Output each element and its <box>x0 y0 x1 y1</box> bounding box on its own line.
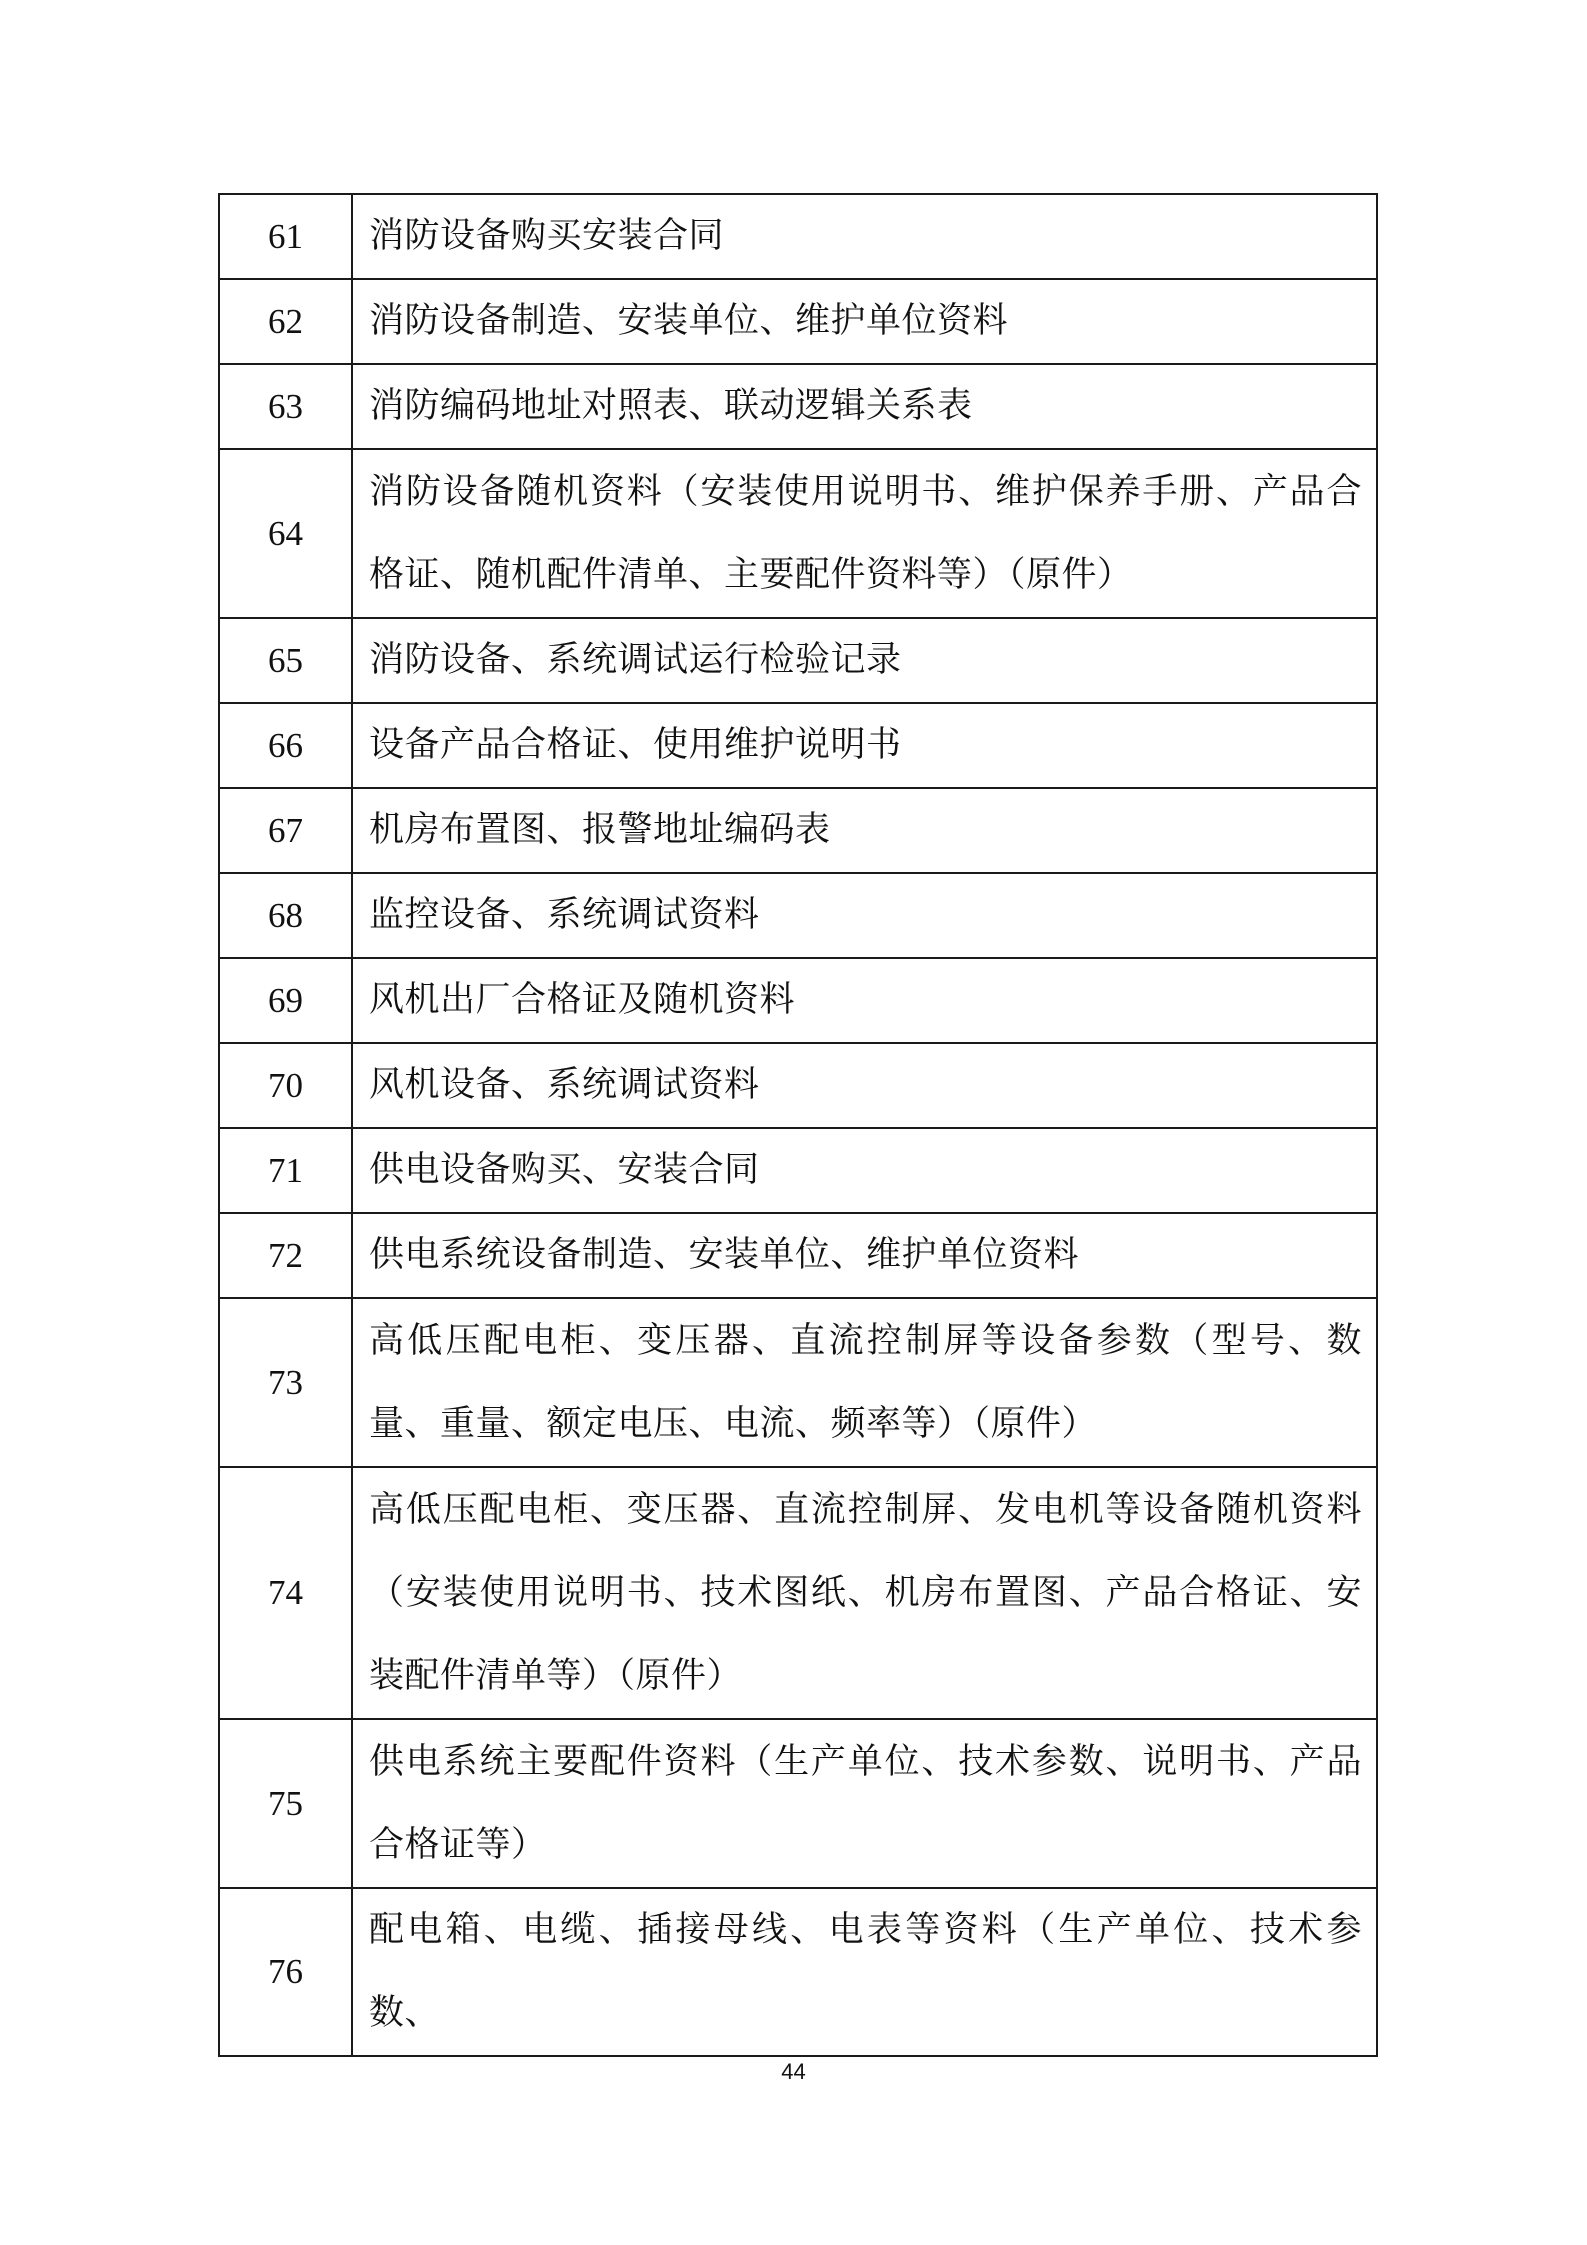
table-row <box>219 1467 1377 1719</box>
table-row <box>219 449 1377 618</box>
table-row <box>219 1719 1377 1888</box>
row-number: 69 <box>219 958 352 1043</box>
table-row <box>219 1888 1377 2056</box>
row-number: 71 <box>219 1128 352 1213</box>
row-number: 65 <box>219 618 352 703</box>
table-row <box>219 194 1377 279</box>
row-number: 66 <box>219 703 352 788</box>
row-item-text: 配电箱、电缆、插接母线、电表等资料（生产单位、技术参数、 <box>352 1888 1377 2056</box>
table-row <box>219 618 1377 703</box>
page-number: 44 <box>781 2059 806 2084</box>
row-number: 68 <box>219 873 352 958</box>
table-row <box>219 958 1377 1043</box>
row-item-text: 消防设备制造、安装单位、维护单位资料 <box>352 279 1377 364</box>
row-item-text: 供电系统主要配件资料（生产单位、技术参数、说明书、产品合格证等） <box>352 1719 1377 1888</box>
table-body <box>219 194 1377 2056</box>
row-number: 72 <box>219 1213 352 1298</box>
row-item-text: 供电设备购买、安装合同 <box>352 1128 1377 1213</box>
row-item-text: 风机设备、系统调试资料 <box>352 1043 1377 1128</box>
row-item-text: 监控设备、系统调试资料 <box>352 873 1377 958</box>
row-number: 73 <box>219 1298 352 1467</box>
row-item-text: 消防编码地址对照表、联动逻辑关系表 <box>352 364 1377 449</box>
table-row <box>219 1043 1377 1128</box>
row-item-text: 高低压配电柜、变压器、直流控制屏、发电机等设备随机资料（安装使用说明书、技术图纸、机房布置图、产品合格证、安装配件清单等）（原件） <box>352 1467 1377 1719</box>
table-row <box>219 1298 1377 1467</box>
table-row <box>219 279 1377 364</box>
row-number: 61 <box>219 194 352 279</box>
row-item-text: 高低压配电柜、变压器、直流控制屏等设备参数（型号、数量、重量、额定电压、电流、频率等）（原件） <box>352 1298 1377 1467</box>
table-row <box>219 1213 1377 1298</box>
row-item-text: 机房布置图、报警地址编码表 <box>352 788 1377 873</box>
table-row <box>219 788 1377 873</box>
row-number: 74 <box>219 1467 352 1719</box>
table-row <box>219 873 1377 958</box>
table-row <box>219 703 1377 788</box>
document-table <box>218 193 1378 2057</box>
row-number: 75 <box>219 1719 352 1888</box>
row-number: 76 <box>219 1888 352 2056</box>
table-row <box>219 1128 1377 1213</box>
row-item-text: 供电系统设备制造、安装单位、维护单位资料 <box>352 1213 1377 1298</box>
row-item-text: 设备产品合格证、使用维护说明书 <box>352 703 1377 788</box>
row-number: 62 <box>219 279 352 364</box>
table-row <box>219 364 1377 449</box>
row-item-text: 消防设备、系统调试运行检验记录 <box>352 618 1377 703</box>
row-number: 63 <box>219 364 352 449</box>
row-number: 64 <box>219 449 352 618</box>
row-item-text: 风机出厂合格证及随机资料 <box>352 958 1377 1043</box>
row-number: 70 <box>219 1043 352 1128</box>
row-item-text: 消防设备购买安装合同 <box>352 194 1377 279</box>
row-item-text: 消防设备随机资料（安装使用说明书、维护保养手册、产品合格证、随机配件清单、主要配件资料等）（原件） <box>352 449 1377 618</box>
row-number: 67 <box>219 788 352 873</box>
